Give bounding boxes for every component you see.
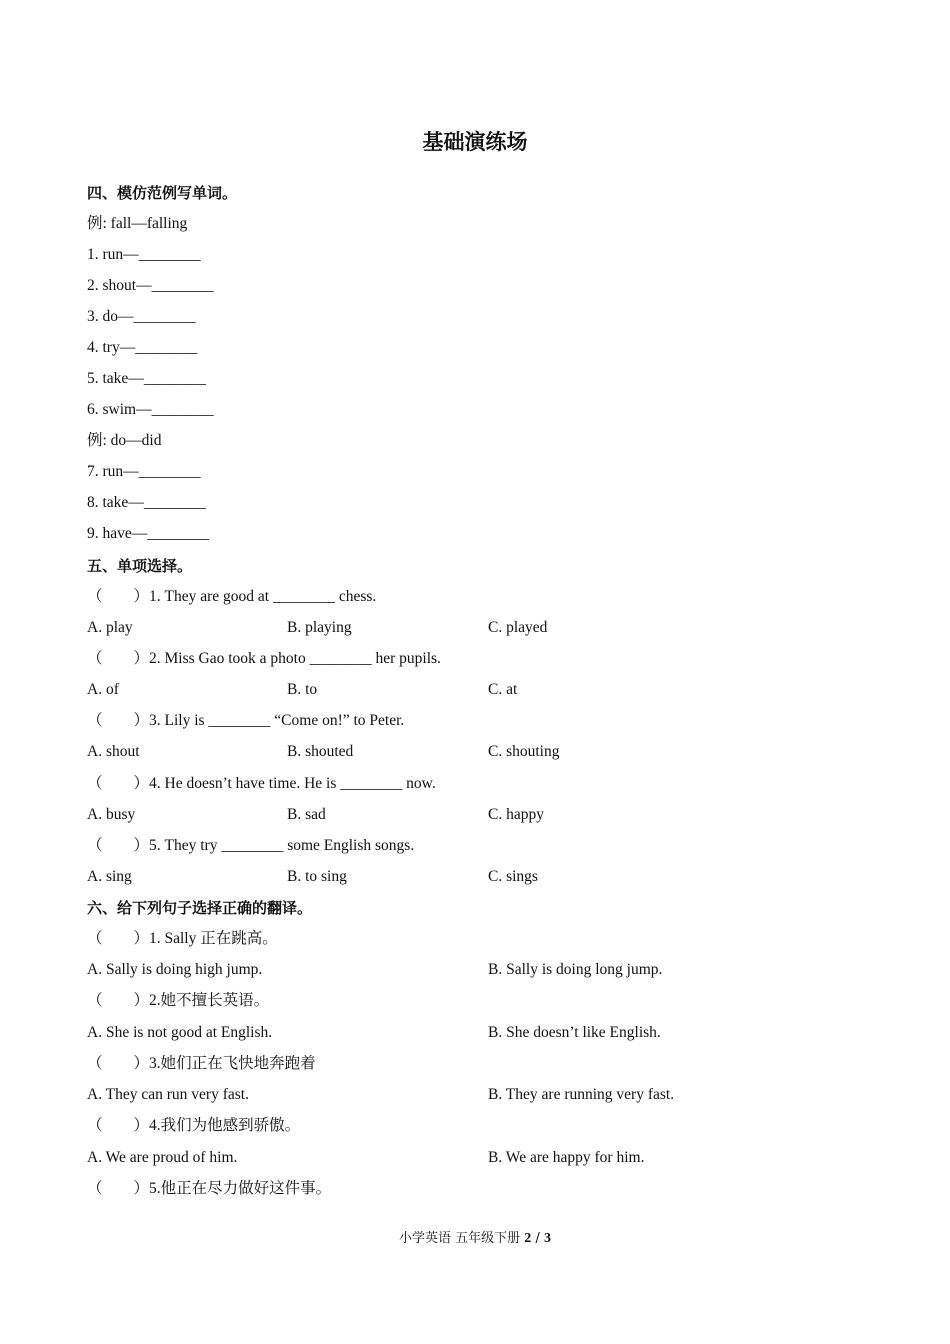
option-b: B. We are happy for him. xyxy=(488,1149,645,1166)
option-b: B. shouted xyxy=(287,743,354,760)
question-line: （ ）2. Miss Gao took a photo ________ her pupils. xyxy=(87,650,441,667)
exercise-item: 5. take—________ xyxy=(87,370,206,387)
option-a: A. We are proud of him. xyxy=(87,1149,238,1166)
option-b: B. They are running very fast. xyxy=(488,1086,675,1103)
option-c: C. at xyxy=(488,681,518,698)
section4-heading: 四、模仿范例写单词。 xyxy=(87,184,238,202)
exercise-item: 3. do—________ xyxy=(87,308,196,325)
question-line: （ ）4. He doesn’t have time. He is ________ now. xyxy=(87,775,436,792)
question-line: （ ）5.他正在尽力做好这件事。 xyxy=(87,1180,332,1197)
question-line: （ ）2.她不擅长英语。 xyxy=(87,992,270,1009)
option-c: C. shouting xyxy=(488,743,560,760)
option-b: B. Sally is doing long jump. xyxy=(488,961,663,978)
option-a: A. sing xyxy=(87,868,132,885)
question-line: （ ）5. They try ________ some English songs. xyxy=(87,837,415,854)
option-b: B. She doesn’t like English. xyxy=(488,1024,661,1041)
page-number: 2 xyxy=(524,1231,532,1246)
section6-heading: 六、给下列句子选择正确的翻译。 xyxy=(87,899,313,917)
option-b: B. sad xyxy=(287,806,326,823)
question-line: （ ）3. Lily is ________ “Come on!” to Peter. xyxy=(87,712,405,729)
footer-subject: 小学英语 五年级下册 xyxy=(399,1231,521,1246)
exercise-item: 4. try—________ xyxy=(87,339,198,356)
option-a: A. Sally is doing high jump. xyxy=(87,961,263,978)
option-b: B. to xyxy=(287,681,318,698)
option-a: A. busy xyxy=(87,806,136,823)
exercise-item: 7. run—________ xyxy=(87,463,201,480)
question-line: （ ）4.我们为他感到骄傲。 xyxy=(87,1117,301,1134)
page-total: 3 xyxy=(543,1231,551,1246)
option-a: A. play xyxy=(87,619,133,636)
page-separator: / xyxy=(535,1231,540,1246)
page-title: 基础演练场 xyxy=(422,130,528,154)
exercise-item: 9. have—________ xyxy=(87,525,210,542)
option-a: A. She is not good at English. xyxy=(87,1024,273,1041)
option-a: A. shout xyxy=(87,743,140,760)
option-c: C. happy xyxy=(488,806,544,823)
question-line: （ ）3.她们正在飞快地奔跑着 xyxy=(87,1055,316,1072)
option-a: A. They can run very fast. xyxy=(87,1086,249,1103)
option-c: C. played xyxy=(488,619,548,636)
option-c: C. sings xyxy=(488,868,538,885)
option-a: A. of xyxy=(87,681,119,698)
example-line: 例: do—did xyxy=(87,432,162,449)
question-line: （ ）1. Sally 正在跳高。 xyxy=(87,930,278,947)
exercise-item: 8. take—________ xyxy=(87,494,206,511)
exercise-item: 2. shout—________ xyxy=(87,277,214,294)
question-line: （ ）1. They are good at ________ chess. xyxy=(87,588,377,605)
page-footer xyxy=(0,1227,950,1247)
option-b: B. to sing xyxy=(287,868,347,885)
option-b: B. playing xyxy=(287,619,352,636)
section5-heading: 五、单项选择。 xyxy=(87,557,193,575)
example-line: 例: fall—falling xyxy=(87,215,188,232)
exercise-item: 6. swim—________ xyxy=(87,401,214,418)
exercise-item: 1. run—________ xyxy=(87,246,201,263)
